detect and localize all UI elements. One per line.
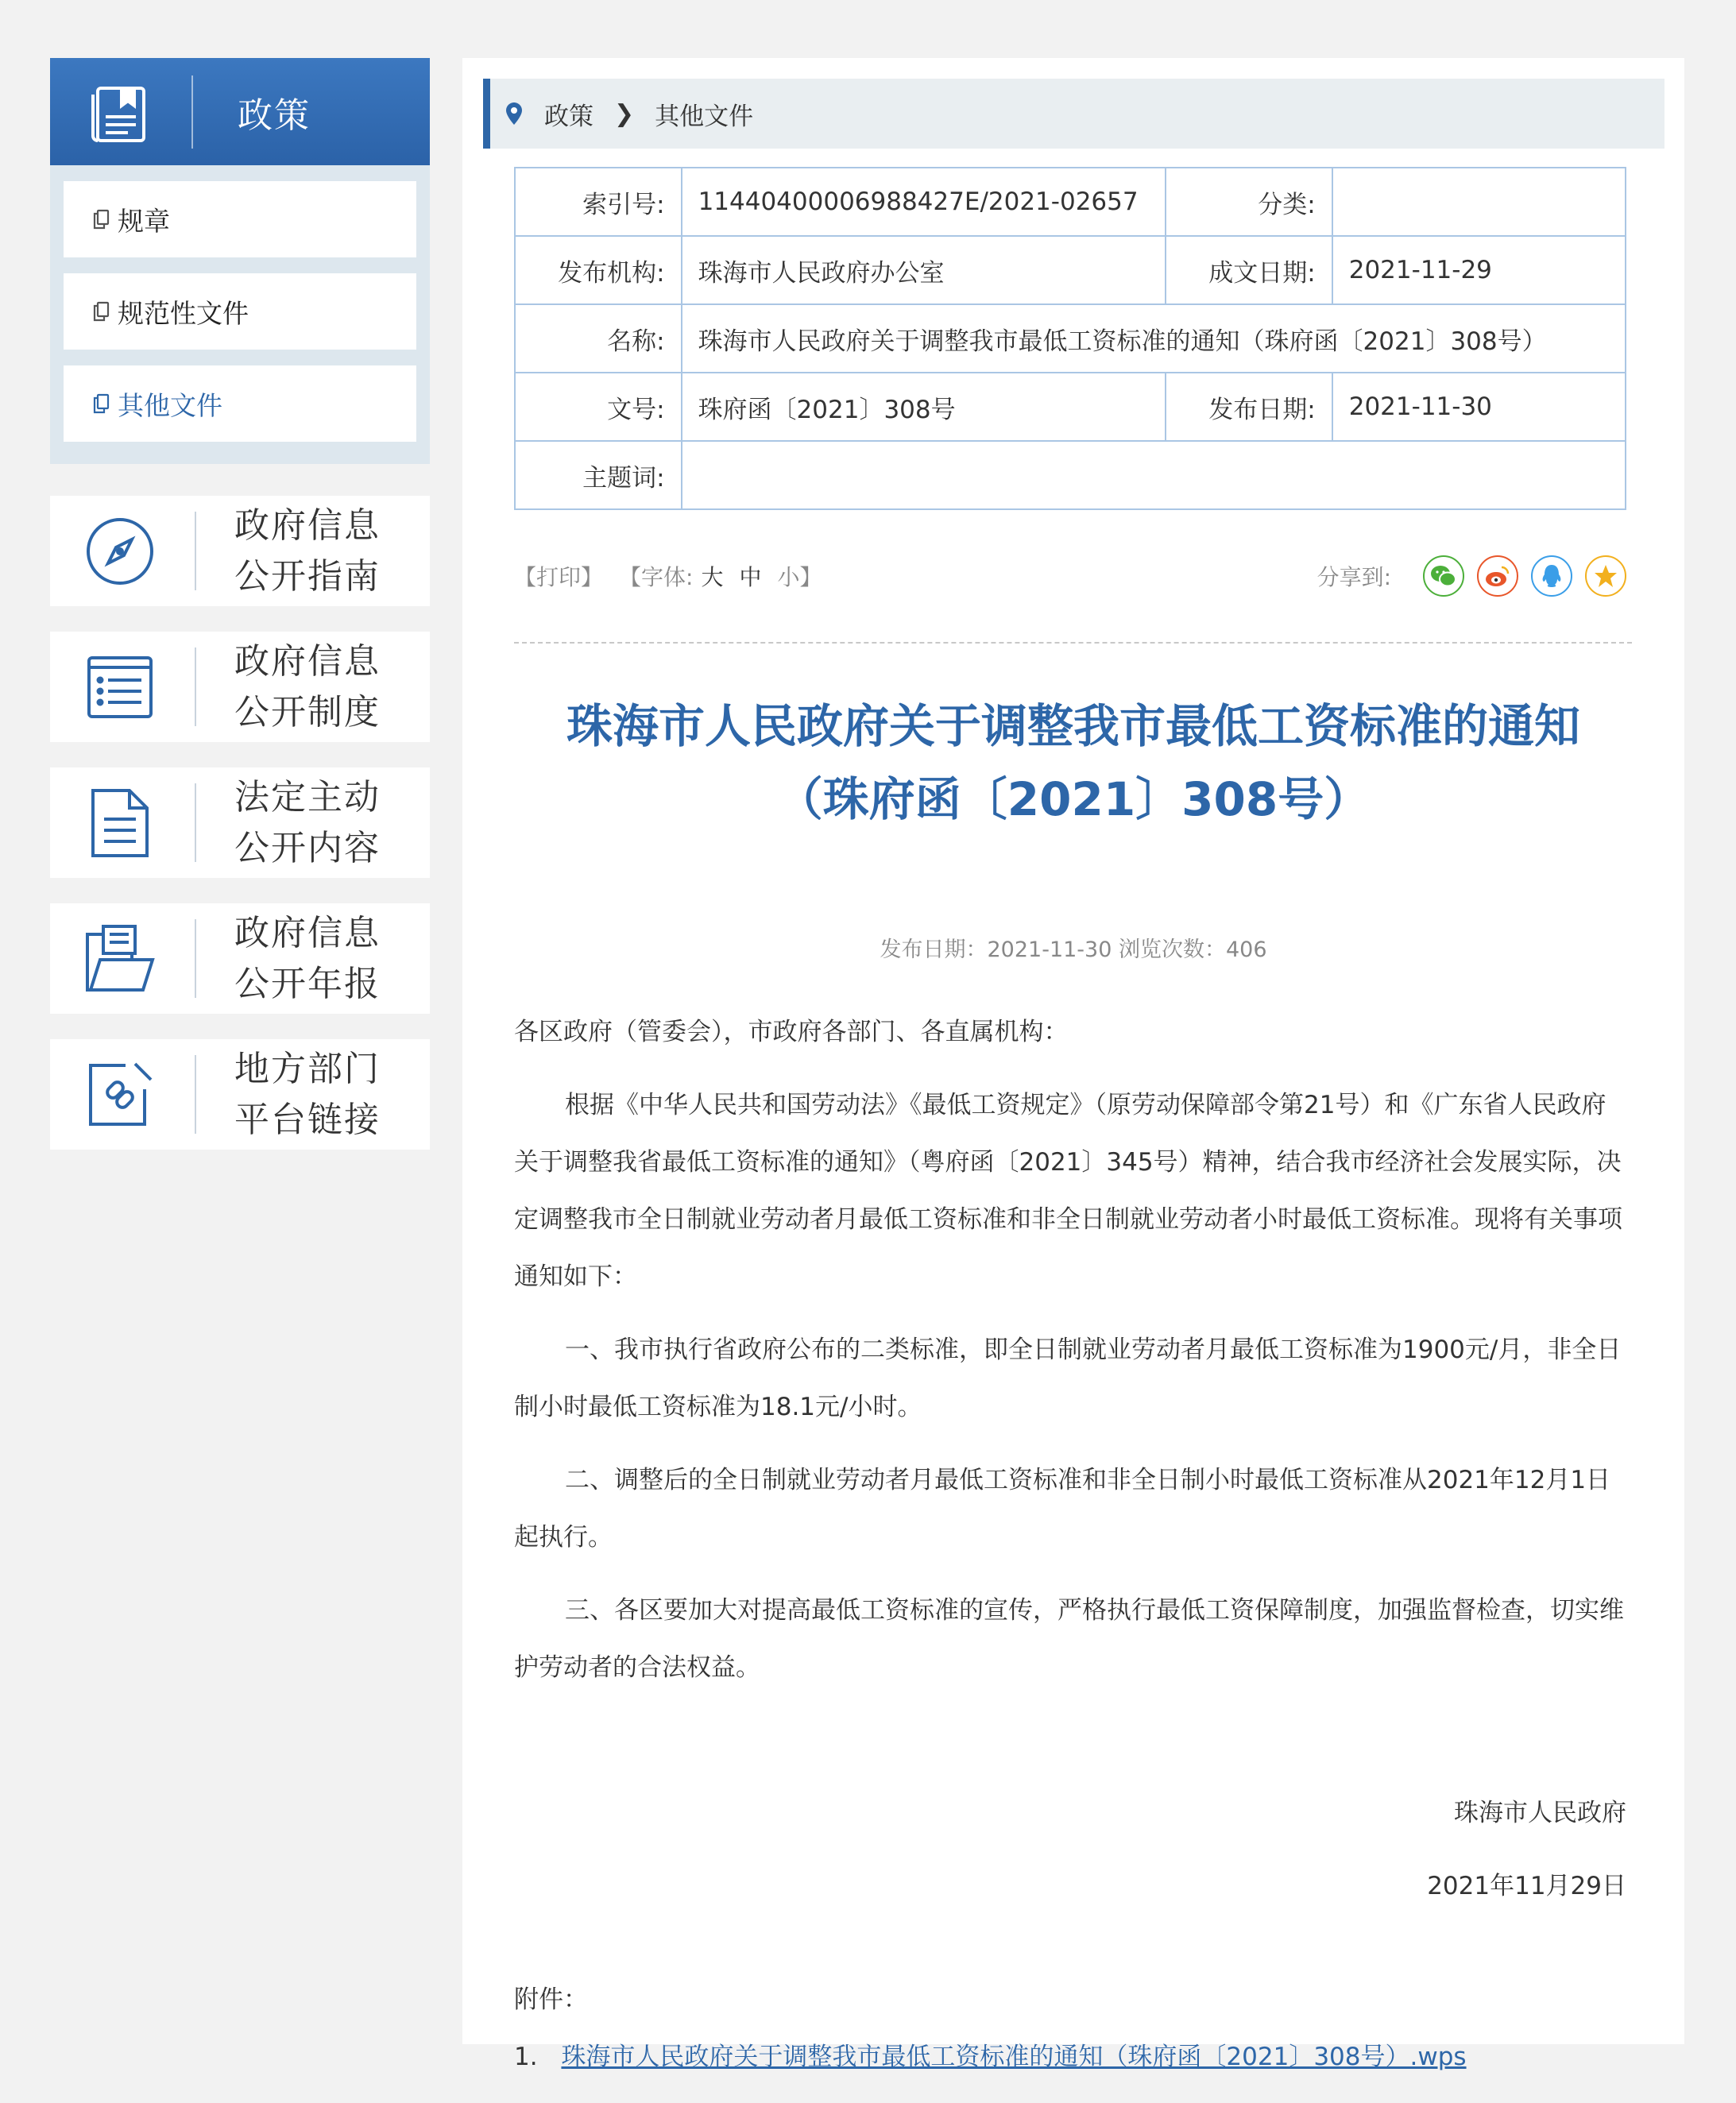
chevron-right-icon: ❯ xyxy=(614,99,635,128)
issuer-label: 发布机构: xyxy=(515,236,682,304)
copy-doc-icon xyxy=(92,393,110,414)
attachment-number: 1. xyxy=(514,2043,538,2071)
card-divider xyxy=(195,1055,196,1134)
table-row xyxy=(515,304,1626,373)
card-title-line2: 公开指南 xyxy=(234,555,381,597)
card-title-line1: 法定主动 xyxy=(234,776,381,818)
document-toolbar xyxy=(514,544,1626,608)
paragraph: 三、各区要加大对提高最低工资标准的宣传，严格执行最低工资保障制度，加强监督检查，切实维护劳动者的合法权益。 xyxy=(514,1596,1624,1682)
card-divider xyxy=(195,648,196,726)
subject-label: 主题词: xyxy=(515,441,682,509)
document-title-line1: 珠海市人民政府关于调整我市最低工资标准的通知 xyxy=(566,699,1580,753)
card-title-line1: 政府信息 xyxy=(234,912,381,953)
doc-number-label: 文号: xyxy=(515,373,682,441)
name-label: 名称: xyxy=(515,304,682,373)
document-meta-table xyxy=(514,167,1626,510)
wechat-icon xyxy=(1430,564,1457,588)
publish-date-value: 2021-11-30 xyxy=(1332,373,1626,441)
name-value: 珠海市人民政府关于调整我市最低工资标准的通知（珠府函〔2021〕308号） xyxy=(682,304,1626,373)
breadcrumb-policy[interactable]: 政策 xyxy=(544,102,593,131)
document-body xyxy=(514,1003,1630,1712)
share-qq-button[interactable] xyxy=(1531,555,1572,597)
card-statutory-content[interactable] xyxy=(50,767,430,878)
copy-doc-icon xyxy=(92,209,110,230)
card-divider xyxy=(195,783,196,862)
folder-open-icon xyxy=(50,903,190,1014)
sidebar xyxy=(50,58,430,1150)
card-department-links[interactable] xyxy=(50,1039,430,1150)
print-button[interactable]: 【打印】 xyxy=(514,564,604,590)
card-title-line1: 地方部门 xyxy=(234,1048,381,1089)
subject-value xyxy=(682,441,1626,509)
card-title-line2: 公开内容 xyxy=(234,827,381,868)
written-date-value: 2021-11-29 xyxy=(1332,236,1626,304)
qq-icon xyxy=(1541,563,1563,589)
policy-subnav xyxy=(50,165,430,464)
card-disclosure-guide[interactable] xyxy=(50,496,430,606)
weibo-icon xyxy=(1484,564,1511,588)
signer: 珠海市人民政府 xyxy=(1454,1799,1626,1827)
subnav-item-normative-documents[interactable] xyxy=(64,273,416,350)
location-pin-icon xyxy=(506,102,522,125)
doc-number-value: 珠府函〔2021〕308号 xyxy=(682,373,1166,441)
dashed-divider xyxy=(514,642,1632,644)
paragraph: 根据《中华人民共和国劳动法》《最低工资规定》（原劳动保障部令第21号）和《广东省人民政府关于调整我省最低工资标准的通知》（粤府函〔2021〕345号）精神，结合我市经济社会发展实际，决定调整我市全日制就业劳动者月最低工资标准和非全日制就业劳动者小时最低工资标准。现将有关事项通知如下： xyxy=(514,1091,1622,1291)
share-weibo-button[interactable] xyxy=(1477,555,1518,597)
publish-info: 发布日期：2021-11-30 浏览次数：406 xyxy=(880,937,1267,962)
link-icon xyxy=(50,1039,190,1150)
main-panel xyxy=(462,58,1684,2071)
subnav-label: 规范性文件 xyxy=(118,297,249,329)
file-text-icon xyxy=(50,767,190,878)
card-title-line1: 政府信息 xyxy=(234,504,381,546)
share-qzone-button[interactable] xyxy=(1585,555,1626,597)
book-icon xyxy=(50,58,190,165)
table-row xyxy=(515,168,1626,236)
paragraph: 一、我市执行省政府公布的二类标准，即全日制就业劳动者月最低工资标准为1900元/月，非全日制小时最低工资标准为18.1元/小时。 xyxy=(514,1336,1622,1421)
copy-doc-icon xyxy=(92,301,110,322)
share-wechat-button[interactable] xyxy=(1423,555,1464,597)
share-label: 分享到: xyxy=(1316,564,1391,590)
policy-header[interactable] xyxy=(50,58,430,165)
index-label: 索引号: xyxy=(515,168,682,236)
attachment-item xyxy=(514,2036,1467,2072)
paragraph: 二、调整后的全日制就业劳动者月最低工资标准和非全日制小时最低工资标准从2021年12月1日起执行。 xyxy=(514,1466,1611,1552)
sign-date: 2021年11月29日 xyxy=(1427,1872,1626,1900)
card-title-line2: 平台链接 xyxy=(234,1099,381,1140)
card-divider xyxy=(195,512,196,590)
salutation: 各区政府（管委会），市政府各部门、各直属机构： xyxy=(514,1018,1069,1046)
list-document-icon xyxy=(50,632,190,742)
card-title-line2: 公开年报 xyxy=(234,963,381,1004)
font-large-button[interactable]: 大 xyxy=(701,564,724,590)
written-date-label: 成文日期: xyxy=(1166,236,1332,304)
card-annual-report[interactable] xyxy=(50,903,430,1014)
card-title-line2: 公开制度 xyxy=(234,691,381,733)
card-divider xyxy=(195,919,196,998)
document-title xyxy=(494,690,1653,836)
index-value: 11440400006988427E/2021-02657 xyxy=(682,168,1166,236)
attachment-link[interactable]: 珠海市人民政府关于调整我市最低工资标准的通知（珠府函〔2021〕308号）.wps xyxy=(561,2043,1467,2071)
header-divider xyxy=(191,75,193,149)
subnav-label: 规章 xyxy=(118,205,170,237)
font-size-label: 【字体: xyxy=(619,564,694,590)
compass-icon xyxy=(50,496,190,606)
breadcrumb xyxy=(483,79,1664,149)
category-value xyxy=(1332,168,1626,236)
category-label: 分类: xyxy=(1166,168,1332,236)
attachment-label: 附件： xyxy=(514,1985,588,2014)
font-small-button[interactable]: 小】 xyxy=(777,564,822,590)
document-title-line2: （珠府函〔2021〕308号） xyxy=(776,772,1371,826)
breadcrumb-other-documents[interactable]: 其他文件 xyxy=(655,102,754,131)
table-row xyxy=(515,441,1626,509)
table-row xyxy=(515,373,1626,441)
subnav-item-rules[interactable] xyxy=(64,181,416,257)
card-title-line1: 政府信息 xyxy=(234,640,381,682)
issuer-value: 珠海市人民政府办公室 xyxy=(682,236,1166,304)
qzone-star-icon xyxy=(1593,563,1618,589)
font-medium-button[interactable]: 中 xyxy=(739,564,762,590)
table-row xyxy=(515,236,1626,304)
subnav-label: 其他文件 xyxy=(118,389,222,421)
publish-date-label: 发布日期: xyxy=(1166,373,1332,441)
subnav-item-other-documents[interactable] xyxy=(64,365,416,442)
policy-title: 政策 xyxy=(238,95,311,136)
card-disclosure-system[interactable] xyxy=(50,632,430,742)
